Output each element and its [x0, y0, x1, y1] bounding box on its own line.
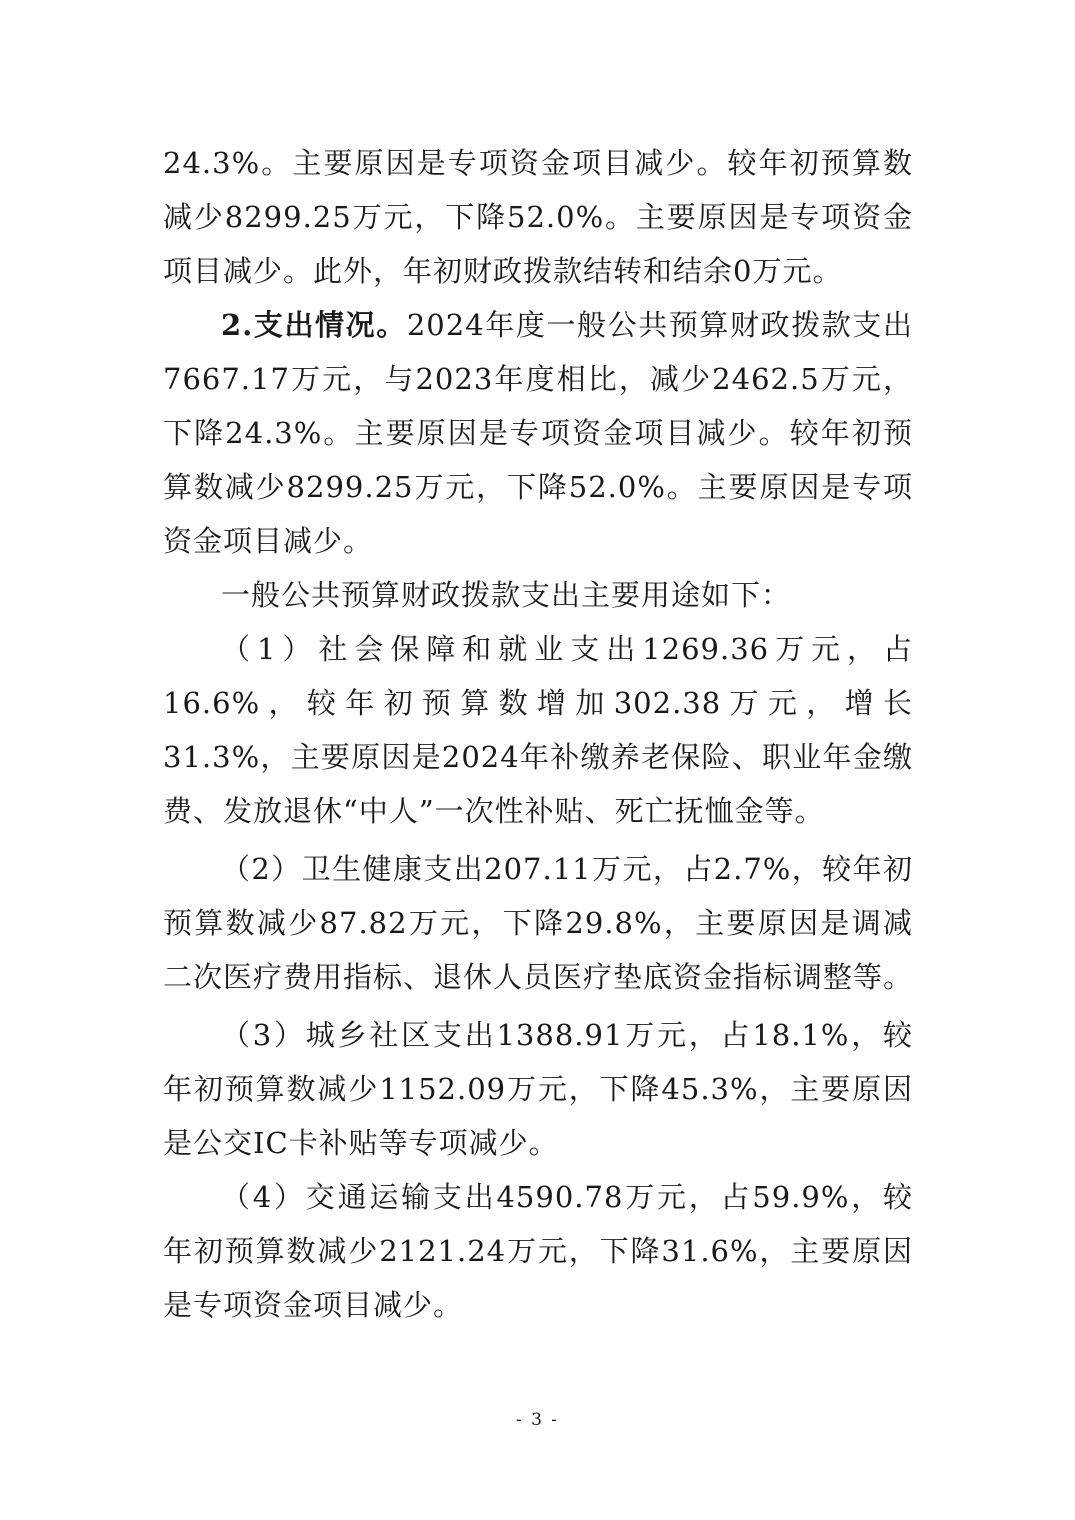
- paragraph-social-security: （1）社会保障和就业支出1269.36万元，占16.6%，较年初预算数增加302.38万元，增长31.3%，主要原因是2024年补缴养老保险、职业年金缴费、发放退休“中人”一次性补贴、死亡抚恤金等。: [163, 632, 913, 828]
- paragraph-transportation: （4）交通运输支出4590.78万元，占59.9%，较年初预算数减少2121.24万元，下降31.6%，主要原因是专项资金项目减少。: [163, 1180, 913, 1322]
- page-number: - 3 -: [515, 1410, 560, 1430]
- paragraph-expenditure-overview: [163, 298, 913, 568]
- paragraph-revenue-continuation: 24.3%。主要原因是专项资金项目减少。较年初预算数减少8299.25万元，下降52.0%。主要原因是专项资金项目减少。此外，年初财政拨款结转和结余0万元。: [163, 146, 913, 288]
- expenditure-overview-text: 2024年度一般公共预算财政拨款支出7667.17万元，与2023年度相比，减少2462.5万元，下降24.3%。主要原因是专项资金项目减少。较年初预算数减少8299.25万元，下降52.0%。主要原因是专项资金项目减少。: [163, 308, 913, 558]
- section-heading-expenditure: 2.支出情况。: [221, 308, 407, 342]
- paragraph-usage-intro: 一般公共预算财政拨款支出主要用途如下：: [221, 578, 792, 612]
- paragraph-urban-rural: （3）城乡社区支出1388.91万元，占18.1%，较年初预算数减少1152.09万元，下降45.3%，主要原因是公交IC卡补贴等专项减少。: [163, 1018, 913, 1160]
- paragraph-health: （2）卫生健康支出207.11万元，占2.7%，较年初预算数减少87.82万元，下降29.8%，主要原因是调减二次医疗费用指标、退休人员医疗垫底资金指标调整等。: [163, 852, 914, 994]
- document-body: [163, 136, 913, 1332]
